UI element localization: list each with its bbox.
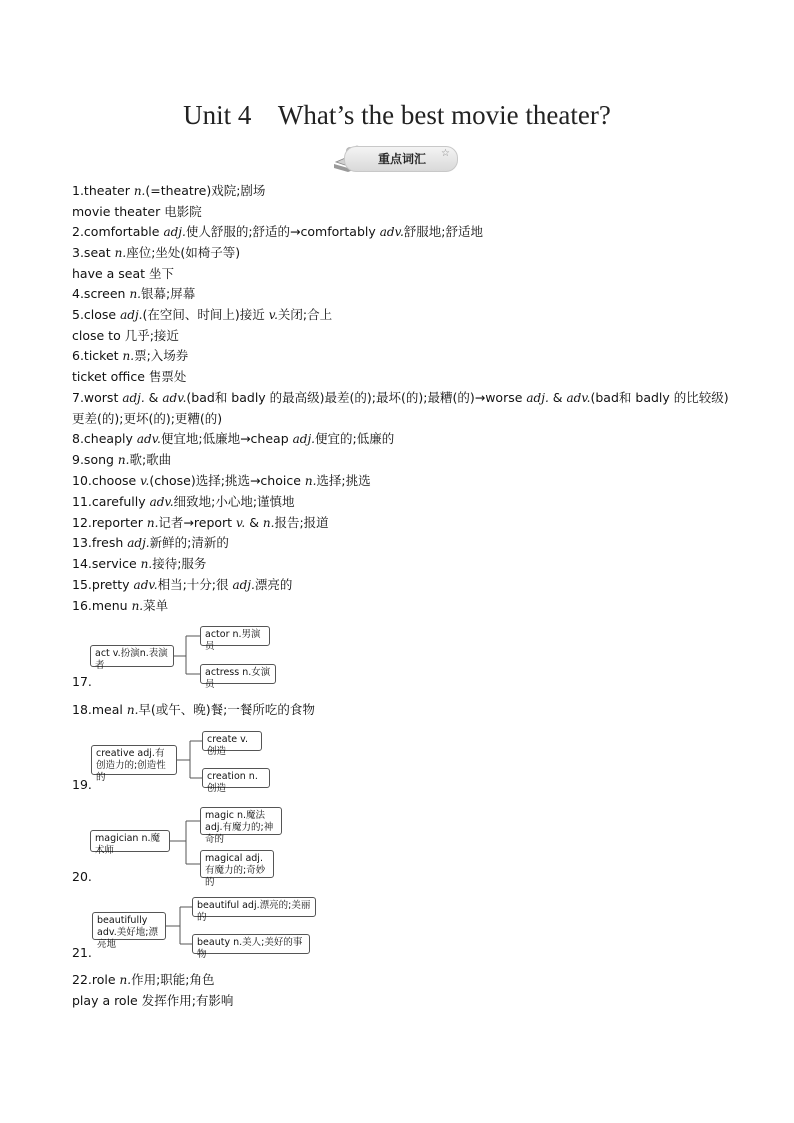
item-number: 20. — [72, 869, 92, 884]
part-of-speech: v. — [268, 308, 278, 322]
item-number: 17. — [72, 674, 92, 689]
vocab-text: play a role 发挥作用;有影响 — [72, 993, 234, 1008]
vocab-text: 12.reporter — [72, 515, 147, 530]
vocab-text: (在空间、时间上)接近 — [142, 307, 269, 322]
vocab-text: 6.ticket — [72, 348, 123, 363]
vocab-text: 票;入场券 — [134, 348, 189, 363]
diagram-branch-bottom: actress n.女演员 — [200, 664, 276, 684]
vocab-text: (bad和 badly 的比较级) — [590, 390, 729, 405]
part-of-speech: n. — [126, 703, 139, 717]
vocab-text: 18.meal — [72, 702, 127, 717]
part-of-speech: adv. — [162, 391, 187, 405]
part-of-speech: n. — [133, 184, 146, 198]
vocab-text: 座位;坐处(如椅子等) — [126, 245, 241, 260]
part-of-speech: adj. — [232, 578, 255, 592]
vocab-text: 7.worst — [72, 390, 123, 405]
vocab-text: 早(或午、晚)餐;一餐所吃的食物 — [138, 702, 315, 717]
part-of-speech: adv. — [379, 225, 404, 239]
part-of-speech: n. — [117, 453, 130, 467]
vocab-text: 漂亮的 — [254, 577, 293, 592]
part-of-speech: n. — [131, 599, 144, 613]
diagram-branch-top: beautiful adj.漂亮的;美丽的 — [192, 897, 316, 917]
vocab-text: 1.theater — [72, 183, 134, 198]
vocab-text: movie theater 电影院 — [72, 204, 202, 219]
diagram-branch-top: actor n.男演员 — [200, 626, 270, 646]
part-of-speech: adj. — [292, 432, 315, 446]
badge-label: 重点词汇 — [378, 152, 427, 166]
vocab-text: ticket office 售票处 — [72, 369, 187, 384]
vocab-text: 10.choose — [72, 473, 141, 488]
part-of-speech: v. — [236, 516, 246, 530]
diagram-root: creative adj.有创造力的;创造性的 — [91, 745, 177, 775]
item-number: 21. — [72, 945, 92, 960]
vocab-text: 15.pretty — [72, 577, 134, 592]
vocab-text: 新鲜的;清新的 — [149, 535, 229, 550]
part-of-speech: n. — [129, 287, 141, 301]
vocab-text: 细致地;小心地;谨慎地 — [173, 494, 295, 509]
vocab-text: 报告;报道 — [274, 515, 329, 530]
part-of-speech: n. — [304, 474, 317, 488]
vocab-text: have a seat 坐下 — [72, 266, 175, 281]
vocab-text: 舒服地;舒适地 — [403, 224, 483, 239]
vocab-text: (chose)选择;挑选→choice — [149, 473, 305, 488]
part-of-speech: n. — [262, 516, 275, 530]
vocab-text: & — [144, 390, 163, 405]
vocab-text: 便宜的;低廉的 — [315, 431, 395, 446]
vocab-text: close to 几乎;接近 — [72, 328, 179, 343]
diagram-root: magician n.魔术师 — [90, 830, 170, 852]
vocab-text: 更差(的);更坏(的);更糟(的) — [72, 411, 223, 426]
vocab-text: 2.comfortable — [72, 224, 164, 239]
part-of-speech: adj. — [127, 536, 150, 550]
vocab-text: 银幕;屏幕 — [141, 286, 196, 301]
diagram-branch-top: magic n.魔法 adj.有魔力的;神奇的 — [200, 807, 282, 835]
part-of-speech: adj. — [122, 391, 145, 405]
part-of-speech: n. — [122, 349, 135, 363]
part-of-speech: n. — [114, 246, 127, 260]
vocab-text: 便宜地;低廉地→cheap — [160, 431, 293, 446]
page-title: Unit 4 What’s the best movie theater? — [183, 100, 611, 130]
diagram-root: beautifully adv.美好地;漂亮地 — [92, 912, 166, 940]
part-of-speech: adj. — [163, 225, 186, 239]
vocab-text: 14.service — [72, 556, 141, 571]
vocab-text: 使人舒服的;舒适的→comfortably — [185, 224, 380, 239]
vocab-text: 22.role — [72, 972, 120, 987]
vocab-text: 关闭;合上 — [277, 307, 333, 322]
vocab-text: 3.seat — [72, 245, 115, 260]
vocab-text: & — [548, 390, 567, 405]
vocab-text: 11.carefully — [72, 494, 150, 509]
part-of-speech: adv. — [149, 495, 174, 509]
diagram-branch-top: create v.创造 — [202, 731, 262, 751]
vocab-text: 13.fresh — [72, 535, 128, 550]
part-of-speech: adv. — [133, 578, 158, 592]
part-of-speech: adj. — [526, 391, 549, 405]
vocab-text: 歌;歌曲 — [129, 452, 172, 467]
diagram-root: act v.扮演n.表演者 — [90, 645, 174, 667]
part-of-speech: adv. — [566, 391, 591, 405]
vocab-text: 接待;服务 — [152, 556, 207, 571]
vocab-text: 4.screen — [72, 286, 130, 301]
vocab-text: 5.close — [72, 307, 121, 322]
vocab-text: 16.menu — [72, 598, 132, 613]
diagram-branch-bottom: beauty n.美人;美好的事物 — [192, 934, 310, 954]
vocab-text: 记者→report — [158, 515, 237, 530]
star-icon: ☆ — [441, 148, 450, 159]
part-of-speech: v. — [140, 474, 150, 488]
vocab-text: 9.song — [72, 452, 118, 467]
vocab-text: 选择;挑选 — [316, 473, 371, 488]
part-of-speech: n. — [140, 557, 153, 571]
part-of-speech: adv. — [136, 432, 161, 446]
diagram-branch-bottom: creation n.创造 — [202, 768, 270, 788]
vocab-text: & — [245, 515, 263, 530]
part-of-speech: adj. — [120, 308, 143, 322]
vocab-text: 相当;十分;很 — [157, 577, 233, 592]
part-of-speech: n. — [146, 516, 159, 530]
vocab-text: (=theatre)戏院;剧场 — [145, 183, 266, 198]
vocab-text: 8.cheaply — [72, 431, 137, 446]
vocab-text: (bad和 badly 的最高级)最差(的);最坏(的);最糟(的)→worse — [186, 390, 527, 405]
part-of-speech: n. — [119, 973, 132, 987]
vocab-text: 菜单 — [143, 598, 169, 613]
diagram-branch-bottom: magical adj.有魔力的;奇妙的 — [200, 850, 274, 878]
vocab-text: 作用;职能;角色 — [131, 972, 215, 987]
item-number: 19. — [72, 777, 92, 792]
